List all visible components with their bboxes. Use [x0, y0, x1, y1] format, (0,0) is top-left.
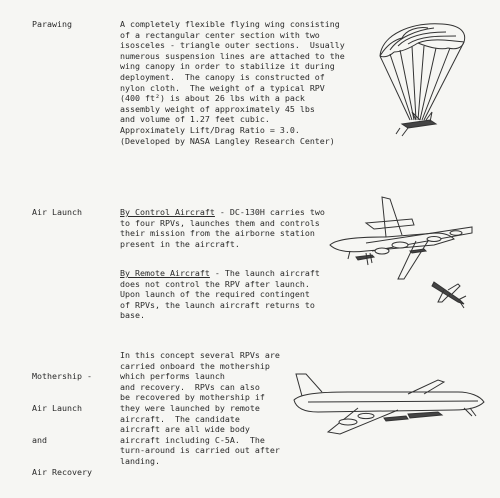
air-launch-remote-description [120, 268, 320, 321]
text-fragment: - The launch aircraft [209, 268, 320, 278]
label-line: Air Launch [32, 402, 82, 413]
text-line: does not control the RPV after launch. [120, 278, 310, 289]
text-line: nylon cloth. The weight of a typical RPV [120, 82, 325, 93]
text-line [120, 207, 325, 218]
parawing-illustration [372, 16, 472, 144]
text-line: landing. [120, 455, 160, 466]
text-line: Upon launch of the required contingent [120, 289, 310, 300]
air-launch-label: Air Launch [32, 207, 82, 217]
text-line: their mission from the airborne station [120, 228, 315, 239]
text-line [120, 268, 320, 279]
text-line: base. [120, 310, 145, 321]
label-line: Mothership - [32, 371, 92, 382]
launched-rpv-illustration [430, 278, 470, 310]
text-line: carried onboard the mothership [120, 360, 270, 371]
text-line: they were launched by remote [120, 402, 260, 413]
text-line: A completely flexible flying wing consisting [120, 19, 340, 29]
air-launch-control-description [120, 207, 325, 249]
label-line: and [32, 434, 47, 445]
text-line: and volume of 1.27 feet cubic. [120, 114, 270, 125]
mothership-label [32, 350, 92, 498]
text-line: wing canopy in order to stabilize it during [120, 61, 335, 72]
text-line: aircraft. The candidate [120, 413, 240, 424]
text-line: of RPVs, the launch aircraft returns to [120, 299, 315, 310]
text-line: be recovered by mothership if [120, 392, 265, 403]
text-line: (Developed by NASA Langley Research Center) [120, 135, 335, 146]
text-line: and recovery. RPVs can also [120, 381, 260, 392]
mothership-illustration [288, 370, 488, 438]
text-line: present in the aircraft. [120, 238, 240, 249]
text-line: assembly weight of approximately 45 lbs [120, 103, 315, 114]
mothership-description [120, 350, 280, 467]
text-line: aircraft are all wide body [120, 424, 250, 435]
text-line: turn-around is carried out after [120, 445, 280, 456]
text-line: to four RPVs, launches them and controls [120, 217, 320, 228]
text-line: Approximately Lift/Drag Ratio = 3.0. [120, 124, 300, 135]
parawing-description [120, 19, 345, 146]
text-line: In this concept several RPVs are [120, 350, 280, 360]
parawing-label: Parawing [32, 19, 72, 29]
control-aircraft-illustration [326, 193, 476, 283]
remote-aircraft-heading: By Remote Aircraft [120, 268, 210, 278]
text-line: which performs launch [120, 371, 225, 382]
text-line: (400 ft²) is about 26 lbs with a pack [120, 93, 305, 104]
label-line: Air Recovery [32, 466, 92, 477]
text-line: aircraft including C-5A. The [120, 434, 265, 445]
text-fragment: - DC-130H carries two [214, 207, 325, 217]
text-line: isosceles - triangle outer sections. Usually [120, 40, 345, 51]
text-line: of a rectangular center section with two [120, 29, 320, 40]
control-aircraft-heading: By Control Aircraft [120, 207, 215, 217]
text-line: deployment. The canopy is constructed of [120, 71, 325, 82]
text-line: numerous suspension lines are attached to the [120, 50, 345, 61]
